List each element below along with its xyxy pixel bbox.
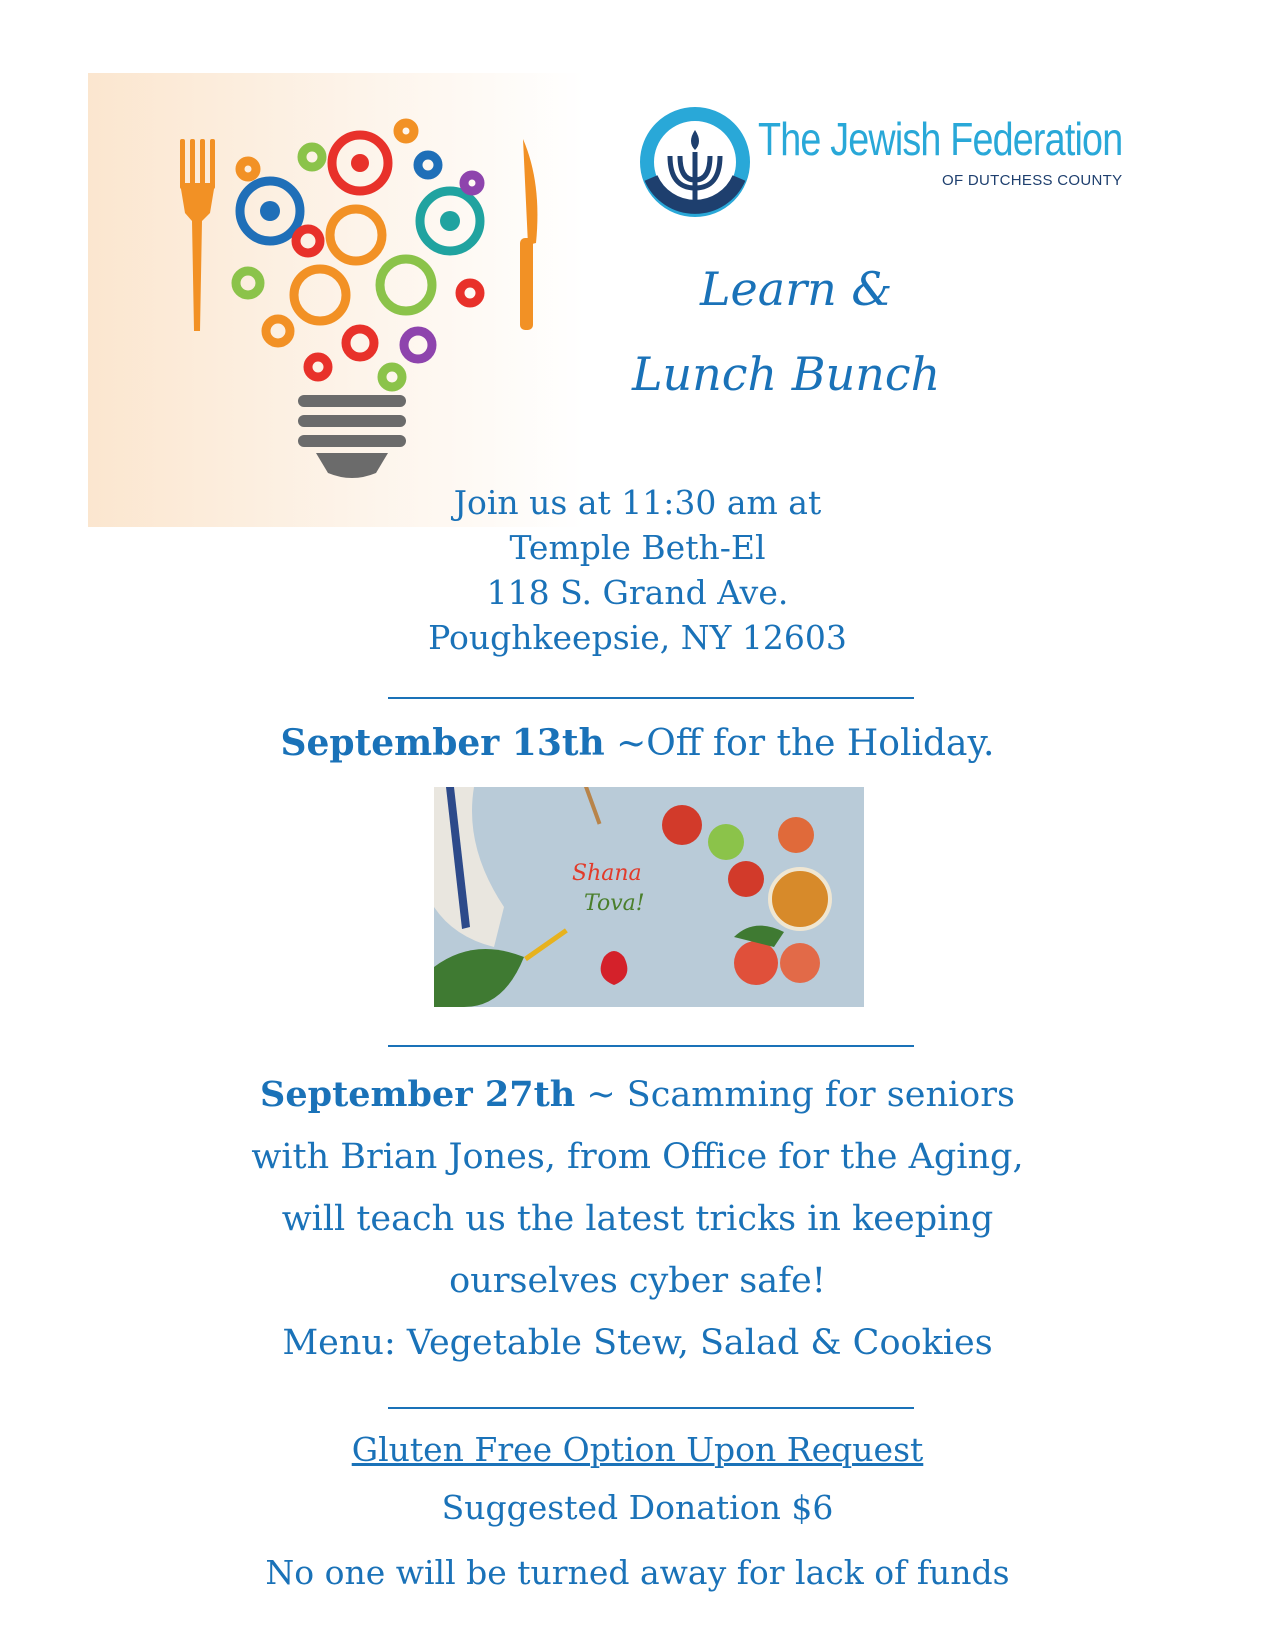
- lightbulb-gears-icon: [88, 73, 584, 527]
- suggested-donation: Suggested Donation $6: [441, 1488, 834, 1527]
- event-2-line3: will teach us the latest tricks in keeping: [281, 1199, 994, 1239]
- event-1: [0, 722, 1275, 764]
- shana-tova-image: [434, 787, 864, 1007]
- organization-name: The Jewish Federation: [758, 113, 1123, 165]
- location-line4: Poughkeepsie, NY 12603: [428, 618, 847, 657]
- shana-tova-picture: [434, 787, 864, 1007]
- divider: [388, 1407, 914, 1409]
- fork-icon: [180, 139, 215, 331]
- menorah-logo-icon: [640, 90, 755, 240]
- location-line3: 118 S. Grand Ave.: [486, 573, 789, 612]
- gluten-free-text: Gluten Free Option Upon Request: [351, 1430, 924, 1469]
- gluten-free-note: [0, 1430, 1275, 1469]
- event-2-menu: Menu: Vegetable Stew, Salad & Cookies: [282, 1323, 993, 1363]
- event-2-line1: [0, 1064, 1275, 1126]
- funds-notice: No one will be turned away for lack of funds: [265, 1553, 1010, 1592]
- federation-logo: [640, 90, 1123, 240]
- page-title-line2: Lunch Bunch: [632, 347, 941, 401]
- location-line1: Join us at 11:30 am at: [453, 483, 822, 522]
- lightbulb-illustration: [88, 73, 584, 527]
- organization-subtitle: OF DUTCHESS COUNTY: [942, 172, 1123, 189]
- event-1-date: September 13th: [280, 722, 605, 764]
- event-2-date: September 27th: [260, 1074, 576, 1115]
- location-line2: Temple Beth-El: [509, 528, 766, 567]
- page-title-line1: Learn &: [700, 262, 893, 316]
- event-2-title: ~ Scamming for seniors: [575, 1075, 1015, 1115]
- divider: [388, 1045, 914, 1047]
- divider: [388, 697, 914, 699]
- event-1-text: ~Off for the Holiday.: [604, 723, 995, 764]
- tova-text: Tova!: [584, 891, 645, 916]
- knife-icon: [520, 139, 537, 330]
- event-2-line2: with Brian Jones, from Office for the Aging,: [251, 1137, 1024, 1177]
- shana-text: Shana: [572, 861, 642, 886]
- event-2-line4: ourselves cyber safe!: [449, 1261, 826, 1301]
